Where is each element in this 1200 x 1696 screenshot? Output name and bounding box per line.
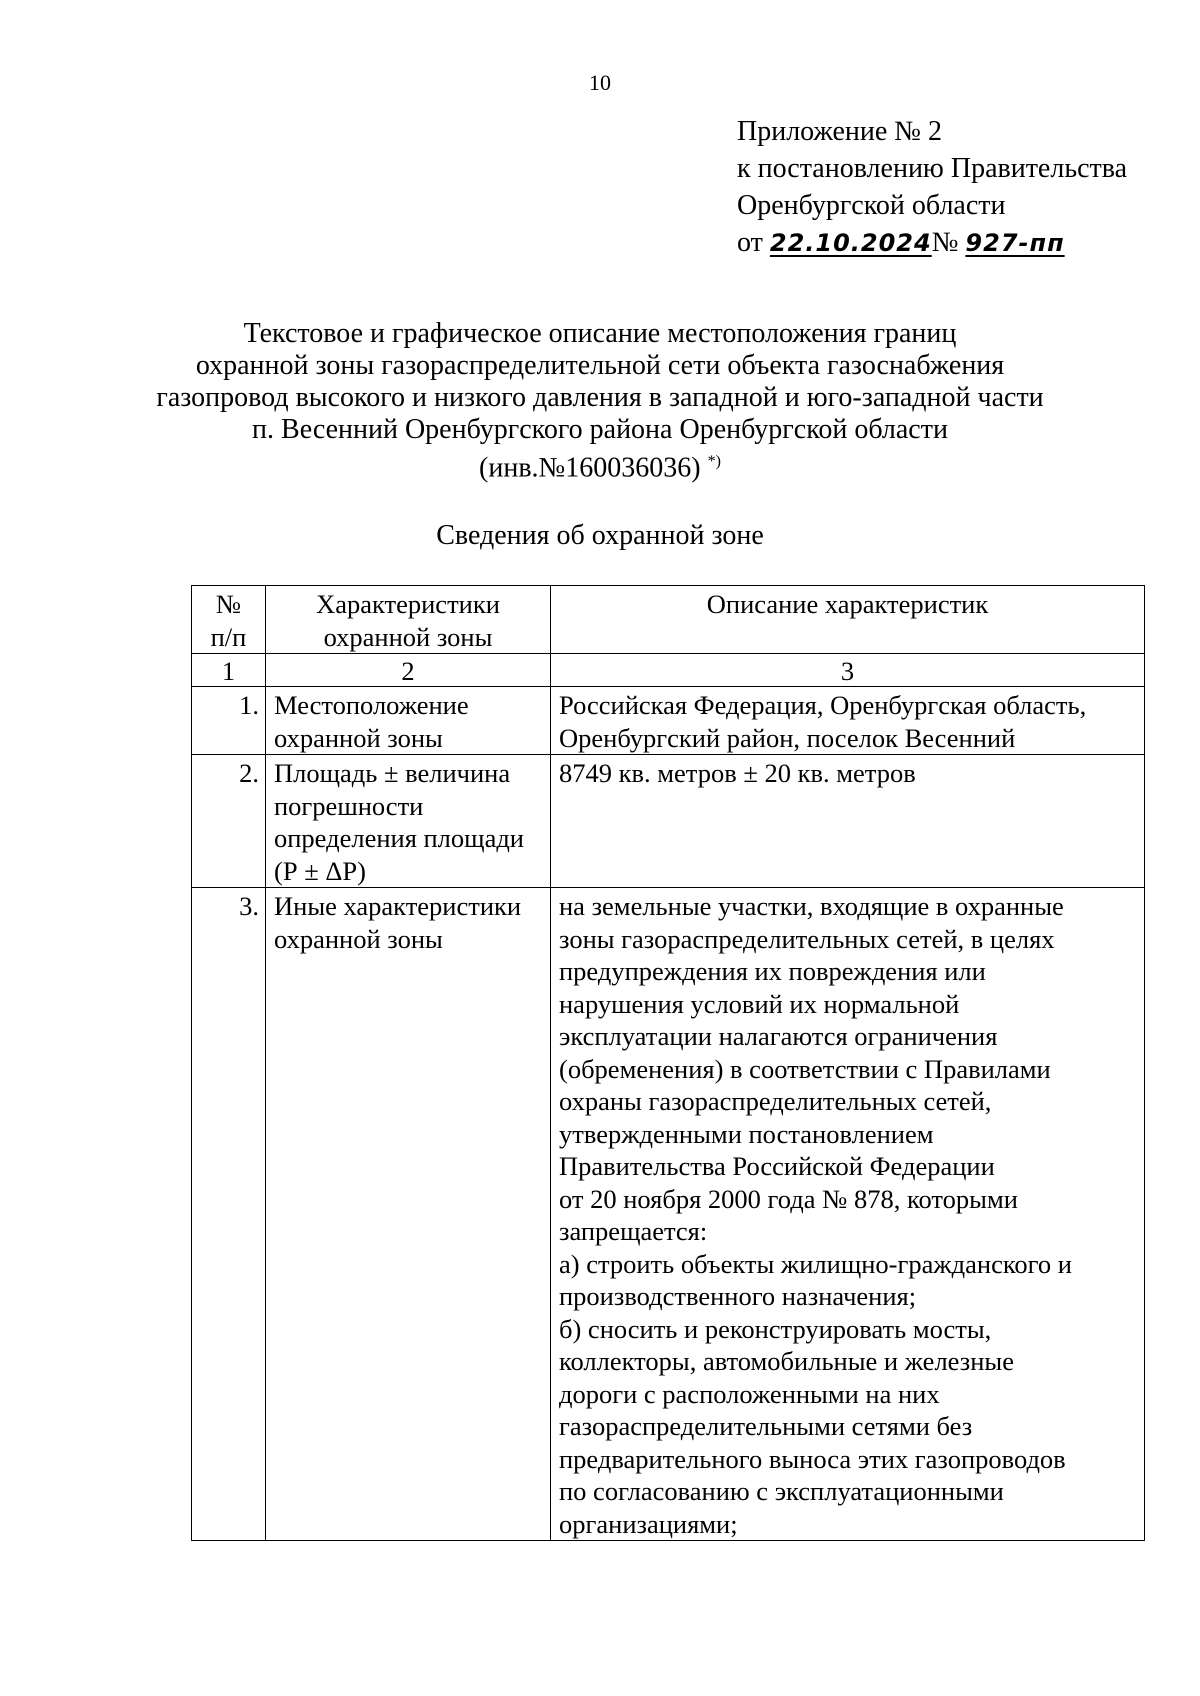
header-cell-number [192, 586, 266, 654]
column-number-cell: 3 [551, 654, 1145, 687]
title-line: Текстовое и графическое описание местоположения границ [243, 318, 957, 349]
row-number-cell: 1. [192, 687, 266, 755]
description-text: зоны газораспределительных сетей, в целях [559, 923, 1055, 954]
characteristic-text: погрешности [274, 790, 424, 821]
zone-info-table [191, 585, 1145, 1541]
description-text: производственного назначения; [559, 1281, 917, 1311]
description-text: охраны газораспределительных сетей, [559, 1086, 992, 1116]
characteristic-text: охранной зоны [274, 722, 443, 753]
characteristic-text: Местоположение [274, 690, 469, 720]
header-text: Характеристики [316, 589, 500, 619]
date-prefix: от [737, 227, 763, 258]
column-number-cell: 2 [266, 654, 551, 687]
row-characteristic-cell [266, 888, 551, 1541]
description-text: предупреждения их повреждения или [559, 956, 986, 986]
characteristic-text: определения площади [274, 823, 524, 853]
description-text: (обременения) в соответствии с Правилами [559, 1053, 1051, 1084]
row-description-cell [551, 755, 1145, 888]
row-number-cell: 2. [192, 755, 266, 888]
row-characteristic-cell [266, 687, 551, 755]
description-text: Правительства Российской Федерации [559, 1151, 995, 1181]
description-text: нарушения условий их нормальной [559, 988, 960, 1019]
handwritten-number: 927-пп [965, 229, 1065, 257]
table-row [192, 888, 1145, 1541]
section-subtitle: Сведения об охранной зоне [436, 520, 764, 551]
description-text: утвержденными постановлением [559, 1118, 934, 1149]
title-inventory-line [0, 446, 1200, 484]
header-text: Описание характеристик [706, 589, 989, 619]
description-text: по согласованию с эксплуатационными [559, 1476, 1004, 1506]
handwritten-date: 22.10.2024 [769, 229, 932, 257]
inventory-number: (инв.№160036036) [479, 452, 701, 484]
description-text: б) сносить и реконструировать мосты, [559, 1313, 992, 1344]
number-sign: № [931, 227, 959, 258]
description-text: Российская Федерация, Оренбургская область, [559, 690, 1087, 720]
title-line: газопровод высокого и низкого давления в западной и юго-западной части [156, 382, 1044, 413]
row-characteristic-cell [266, 755, 551, 888]
row-description-cell [551, 687, 1145, 755]
description-text: 8749 кв. метров ± 20 кв. метров [559, 758, 916, 788]
description-text: коллекторы, автомобильные и железные [559, 1346, 1014, 1376]
description-text: организациями; [559, 1508, 738, 1539]
footnote-mark: *) [707, 453, 721, 470]
characteristic-text: (Р ± ΔР) [274, 855, 366, 886]
description-text: от 20 ноября 2000 года № 878, которыми [559, 1183, 1018, 1214]
characteristic-text: охранной зоны [274, 923, 443, 954]
header-text: № [215, 589, 242, 619]
document-title [0, 318, 1200, 484]
page-number: 10 [589, 70, 611, 95]
description-text: Оренбургский район, поселок Весенний [559, 722, 1016, 753]
description-text: газораспределительными сетями без [559, 1411, 973, 1441]
description-text: предварительного выноса этих газопроводов [559, 1443, 1066, 1474]
title-line: охранной зоны газораспределительной сети объекта газоснабжения [195, 350, 1005, 381]
column-number-cell: 1 [192, 654, 266, 687]
description-text: на земельные участки, входящие в охранные [559, 891, 1064, 921]
header-text: п/п [210, 621, 247, 652]
appendix-line-region: Оренбургской области [737, 190, 1006, 221]
characteristic-text: Площадь ± величина [274, 758, 511, 788]
header-text: охранной зоны [323, 621, 493, 652]
row-number-cell: 3. [192, 888, 266, 1541]
description-text: дороги с расположенными на них [559, 1378, 940, 1409]
title-line: п. Весенний Оренбургского района Оренбургской области [252, 414, 948, 445]
header-cell-description [551, 586, 1145, 654]
description-text: эксплуатации налагаются ограничения [559, 1021, 998, 1051]
column-number-row [192, 654, 1145, 687]
description-text: а) строить объекты жилищно-гражданского и [559, 1248, 1072, 1279]
table-header-row [192, 586, 1145, 654]
table-row [192, 687, 1145, 755]
characteristic-text: Иные характеристики [274, 891, 522, 921]
table-row [192, 755, 1145, 888]
appendix-date-line [737, 224, 1127, 262]
appendix-block [737, 113, 1127, 262]
row-description-cell [551, 888, 1145, 1541]
appendix-line-decree: к постановлению Правительства [737, 153, 1128, 184]
appendix-title: Приложение № 2 [737, 116, 942, 147]
header-cell-characteristics [266, 586, 551, 654]
description-text: запрещается: [559, 1216, 708, 1246]
